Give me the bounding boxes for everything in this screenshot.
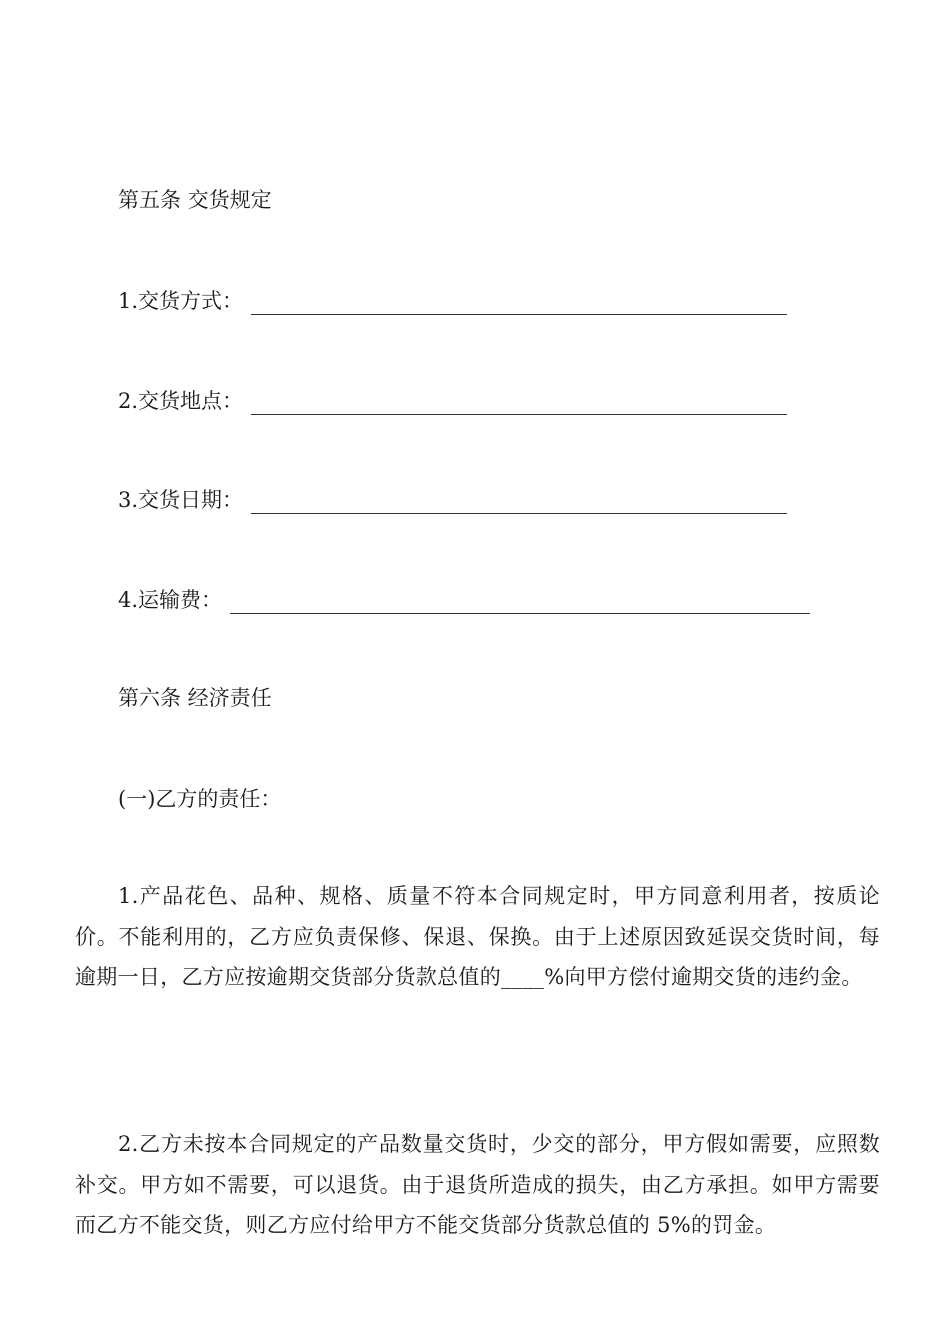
- delivery-location-field: [118, 387, 787, 415]
- article6-heading: 第六条 经济责任: [118, 686, 272, 710]
- shipping-cost-blank[interactable]: [230, 593, 810, 614]
- article5-heading: 第五条 交货规定: [118, 188, 272, 212]
- delivery-date-blank[interactable]: [251, 493, 787, 514]
- delivery-date-field: [118, 486, 787, 514]
- delivery-method-label: 1.交货方式：: [118, 289, 244, 313]
- delivery-method-field: [118, 287, 787, 315]
- shipping-cost-label: 4.运输费：: [118, 588, 223, 612]
- delivery-location-blank[interactable]: [251, 394, 787, 415]
- party-b-responsibility-heading: (一)乙方的责任：: [118, 787, 282, 811]
- delivery-location-label: 2.交货地点：: [118, 389, 244, 413]
- clause-paragraph-1: 1.产品花色、品种、规格、质量不符本合同规定时，甲方同意利用者，按质论价。不能利用的，乙方应负责保修、保退、保换。由于上述原因致延误交货时间，每逾期一日，乙方应按逾期交货部分货款总值的____%向甲方偿付逾期交货的违约金。: [75, 884, 880, 989]
- delivery-date-label: 3.交货日期：: [118, 488, 244, 512]
- clause-paragraph-2: 2.乙方未按本合同规定的产品数量交货时，少交的部分，甲方假如需要，应照数补交。甲方如不需要，可以退货。由于退货所造成的损失，由乙方承担。如甲方需要而乙方不能交货，则乙方应付给甲方不能交货部分货款总值的 5%的罚金。: [75, 1132, 880, 1237]
- delivery-method-blank[interactable]: [251, 294, 787, 315]
- shipping-cost-field: [118, 586, 810, 614]
